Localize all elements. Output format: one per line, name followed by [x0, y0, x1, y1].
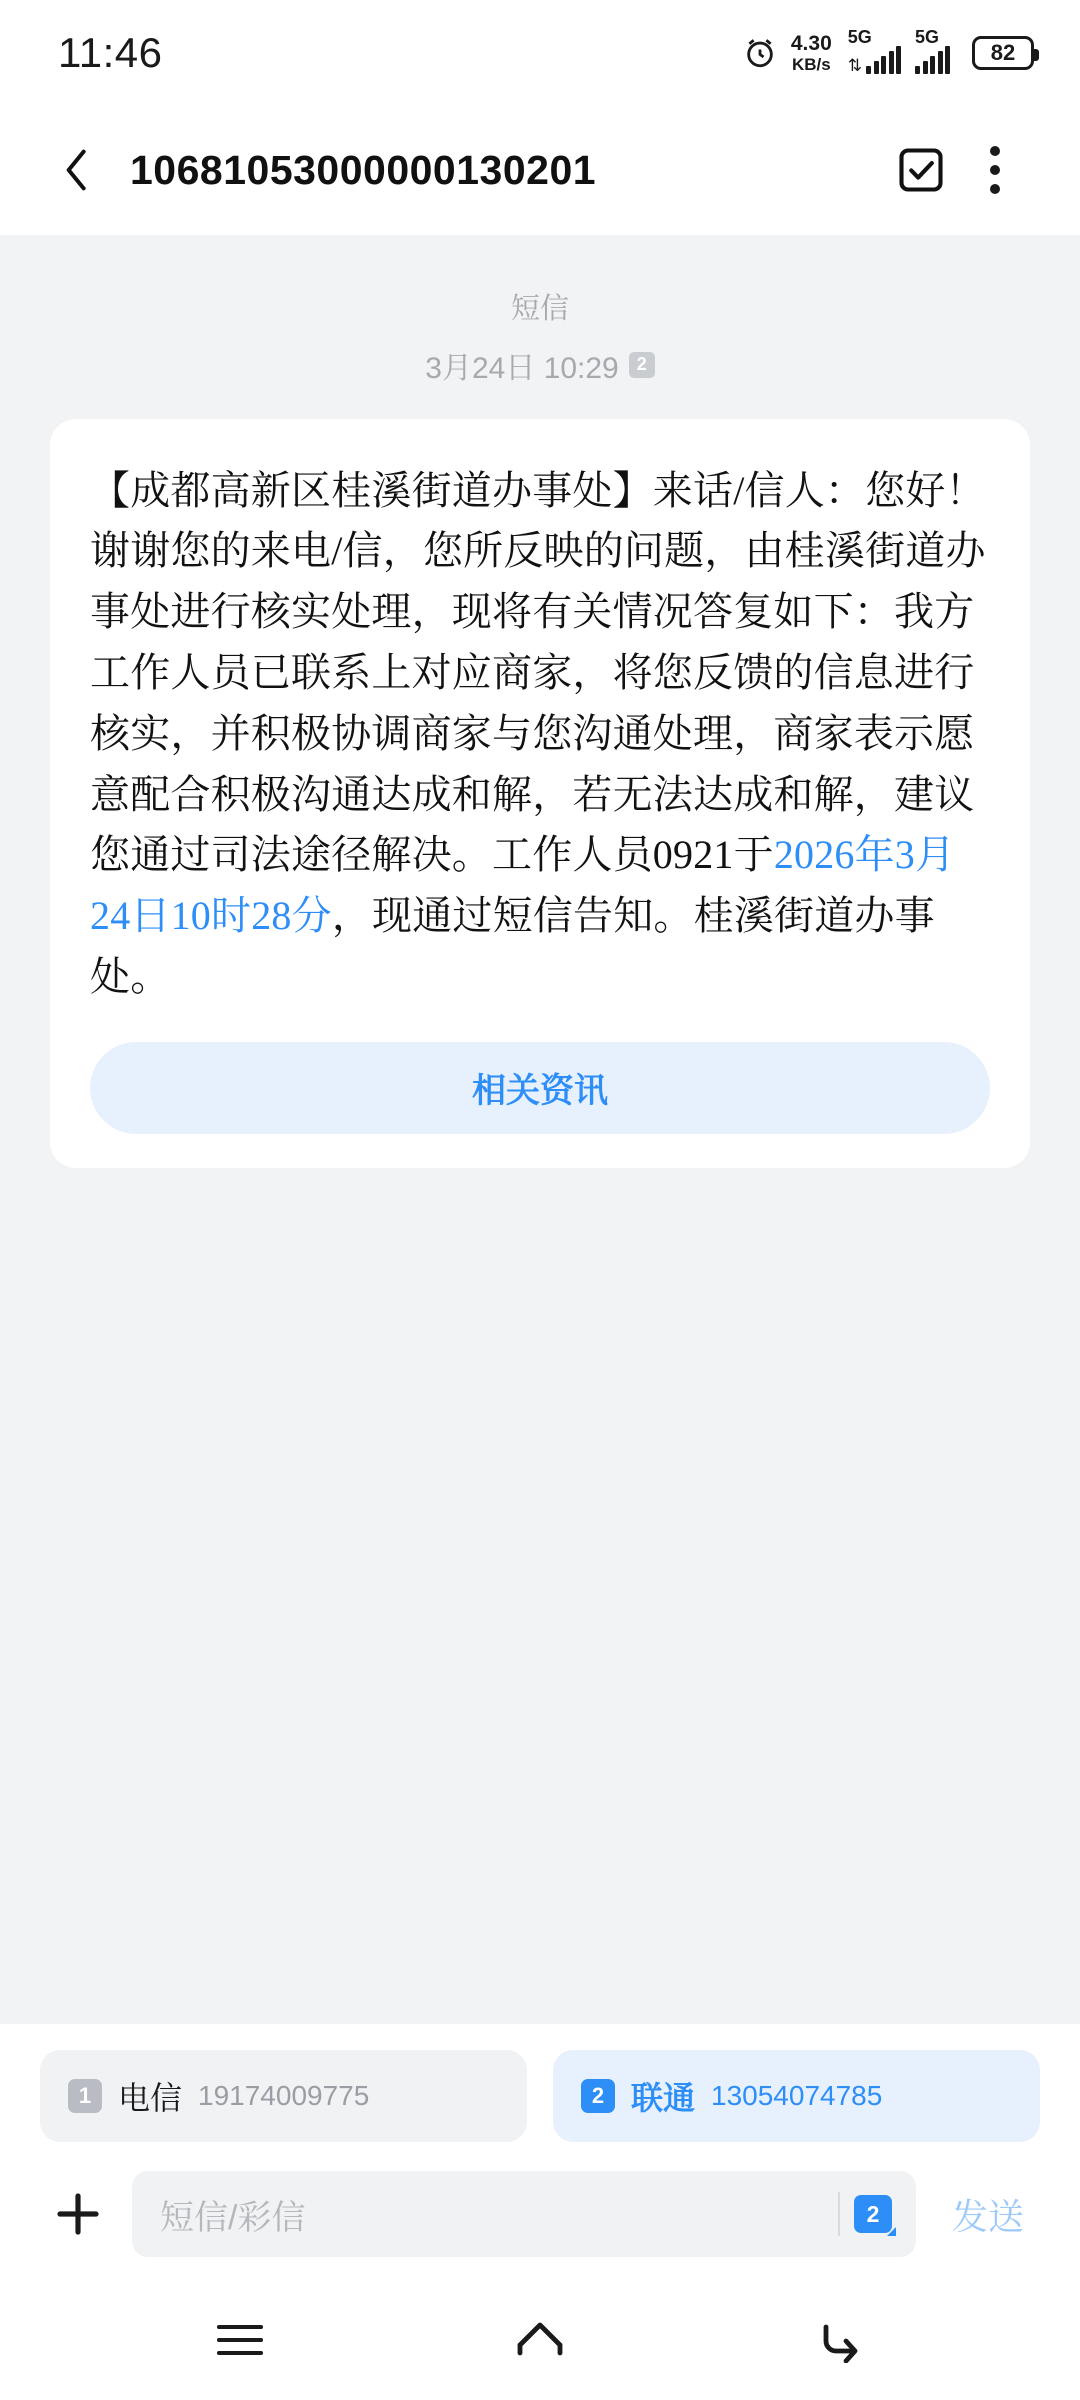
message-composer [0, 2152, 1080, 2280]
select-messages-button[interactable] [884, 133, 958, 207]
network-speed-value: 4.30 [790, 31, 832, 55]
app-bar [0, 105, 1080, 235]
status-time: 11:46 [58, 28, 163, 76]
signal-sim2-label: 5G [915, 26, 940, 47]
message-body [90, 461, 990, 1008]
message-kind: 短信 [510, 293, 569, 325]
network-speed-unit: KB/s [791, 54, 831, 74]
add-attachment-button[interactable] [34, 2170, 122, 2258]
message-bubble[interactable] [50, 419, 1030, 1168]
system-nav-bar [0, 2280, 1080, 2400]
sim-selector [0, 2024, 1080, 2152]
message-text-part-2: ，现通过短信告知。桂溪街道办事处。 [90, 893, 935, 1000]
message-text-part-1: 【成都高新区桂溪街道办事处】来话/信人：您好！谢谢您的来电/信，您所反映的问题，由桂溪街道办事处进行核实处理，现将有关情况答复如下：我方工作人员已联系上对应商家，将您反馈的信息进行核实，并积极协调商家与您沟通处理，商家表示愿意配合积极沟通达成和解，若无法达成和解，建议您通过司法途径解决。工作人员0921于 [90, 467, 986, 878]
battery-percent: 82 [990, 39, 1016, 65]
signal-sim1-label: 5G [847, 26, 872, 47]
message-timestamp-row [0, 343, 1080, 387]
page-title: 10681053000000130201 [130, 146, 597, 193]
alarm-icon [743, 36, 777, 70]
sim2-carrier: 联通 [631, 2080, 696, 2116]
network-speed [791, 33, 832, 73]
signal-sim2 [915, 26, 950, 74]
more-options-button[interactable] [958, 133, 1032, 207]
signal-bars-sim1 [866, 48, 901, 74]
message-meta [0, 291, 1080, 387]
plus-icon [51, 2187, 105, 2241]
back-nav-button[interactable] [785, 2295, 895, 2385]
sim1-carrier: 电信 [118, 2080, 183, 2116]
conversation-area[interactable] [0, 235, 1080, 2024]
status-icons [743, 26, 1034, 75]
signal-bars-sim2 [915, 48, 950, 74]
menu-icon [217, 2325, 263, 2355]
sim-option-1[interactable] [40, 2050, 527, 2142]
back-button[interactable] [42, 135, 112, 205]
home-icon [514, 2317, 566, 2363]
sim2-badge: 2 [581, 2079, 615, 2113]
battery-indicator [972, 36, 1034, 70]
message-timestamp: 3月24日 10:29 [425, 351, 619, 385]
message-sim-badge: 2 [629, 352, 655, 378]
more-vertical-icon [990, 146, 1000, 194]
composer-divider [838, 2192, 840, 2236]
message-input-wrapper[interactable] [132, 2171, 916, 2257]
signal-sim1 [847, 26, 901, 75]
composer-sim-indicator[interactable]: 2 [854, 2195, 892, 2233]
chevron-left-icon [57, 142, 97, 198]
data-activity-icon: ⇅ [847, 55, 862, 75]
back-arrow-icon [814, 2317, 866, 2363]
sim1-badge: 1 [68, 2079, 102, 2113]
checkbox-select-icon [895, 144, 947, 196]
send-button[interactable]: 发送 [951, 2195, 1024, 2237]
home-button[interactable] [485, 2295, 595, 2385]
message-input[interactable]: 短信/彩信 [160, 2198, 306, 2237]
sim-option-2[interactable] [553, 2050, 1040, 2142]
message-datetime-link[interactable]: 2026年3月24日10时28分 [90, 832, 956, 939]
recents-button[interactable] [185, 2295, 295, 2385]
status-bar [0, 0, 1080, 105]
sim1-number: 19174009775 [198, 2080, 370, 2111]
related-info-button[interactable]: 相关资讯 [90, 1042, 990, 1134]
sim2-number: 13054074785 [711, 2080, 883, 2111]
